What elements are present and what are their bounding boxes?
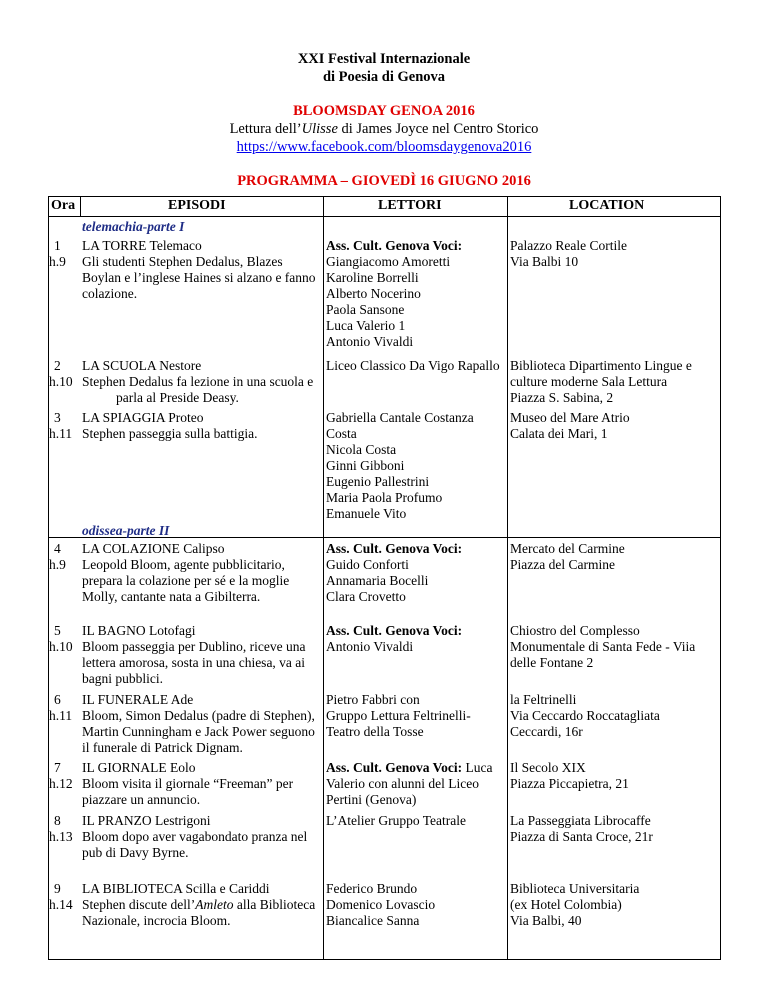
episode-desc: Stephen Dedalus fa lezione in una scuola e [82,374,314,389]
reading-prefix: Lettura dell’ [229,121,302,137]
programme-title: PROGRAMMA – GIOVEDÌ 16 GIUGNO 2016 [237,173,531,189]
location: Chiostro del Complesso [510,623,640,638]
reader: Gabriella Cantale Costanza [326,410,474,425]
location: Piazza del Carmine [510,557,615,572]
episode-title: LA COLAZIONE Calipso [82,541,225,556]
location: Ceccardi, 16r [510,724,583,739]
location: Piazza S. Sabina, 2 [510,390,614,405]
location: La Passeggiata Librocaffe [510,813,651,828]
reader: Maria Paola Profumo [326,490,443,505]
readers-line [326,760,493,776]
episode-desc: piazzare un annuncio. [82,792,201,807]
row-number: 1 [54,238,61,253]
part-odissea: odissea-parte II [82,523,170,538]
reader: Federico Brundo [326,881,418,896]
row-hour: h.11 [49,426,73,441]
location: Il Secolo XIX [510,760,586,775]
location: la Feltrinelli [510,692,577,707]
reader: Emanuele Vito [326,506,407,521]
episode-title: LA SPIAGGIA Proteo [82,410,204,425]
episode-desc: colazione. [82,286,138,301]
location: delle Fontane 2 [510,655,594,670]
episode-desc-pre: Stephen discute dell’ [82,897,196,912]
part-telemachia: telemachia-parte I [82,219,185,234]
row-number: 5 [54,623,61,638]
reader: L’Atelier Gruppo Teatrale [326,813,467,828]
readers-group: Ass. Cult. Genova Voci: [326,541,463,556]
readers-group: Ass. Cult. Genova Voci: [326,238,463,253]
episode-title: IL GIORNALE Eolo [82,760,196,775]
header-location: LOCATION [569,198,645,213]
row-hour: h.10 [49,374,73,389]
location: Monumentale di Santa Fede - Viia [510,639,696,654]
row-number: 9 [54,881,61,896]
reading-title: Ulisse [301,121,338,137]
episode-desc: Molly, cantante nata a Gibilterra. [82,589,261,604]
location: Palazzo Reale Cortile [510,238,627,253]
festival-title: XXI Festival Internazionale [297,51,471,67]
row-hour: h.12 [49,776,73,791]
reader: Valerio con alunni del Liceo [326,776,479,791]
reading-suffix: di James Joyce nel Centro Storico [337,121,539,137]
readers-group: Ass. Cult. Genova Voci: [326,760,463,775]
episode-desc: lettera amorosa, sosta in una chiesa, va ai [82,655,306,670]
event-title: BLOOMSDAY GENOA 2016 [293,103,475,119]
reader: Costa [326,426,357,441]
episode-title: IL PRANZO Lestrigoni [82,813,211,828]
episode-title: IL FUNERALE Ade [82,692,194,707]
reader: Guido Conforti [326,557,409,572]
row-number: 3 [54,410,61,425]
episode-desc-post: alla Biblioteca [233,897,316,912]
header-ora: Ora [51,198,76,213]
location: Biblioteca Dipartimento Lingue e [510,358,692,373]
festival-subtitle: di Poesia di Genova [322,69,446,85]
episode-desc: prepara la colazione per sé e la moglie [82,573,290,588]
reader: Clara Crovetto [326,589,406,604]
episode-title: LA SCUOLA Nestore [82,358,202,373]
row-hour: h.13 [49,829,73,844]
episode-desc: Bloom visita il giornale “Freeman” per [82,776,294,791]
episode-desc: Gli studenti Stephen Dedalus, Blazes [82,254,283,269]
reader: Biancalice Sanna [326,913,420,928]
readers-group: Ass. Cult. Genova Voci: [326,623,463,638]
reader: Antonio Vivaldi [326,334,414,349]
row-hour: h.11 [49,708,73,723]
reader: Luca Valerio 1 [326,318,406,333]
episode-desc-italic: Amleto [195,897,234,912]
facebook-link[interactable]: https://www.facebook.com/bloomsdaygenova2016 [236,139,532,155]
reader: Annamaria Bocelli [326,573,429,588]
episode-title: LA TORRE Telemaco [82,238,202,253]
row-number: 2 [54,358,61,373]
reader: Eugenio Pallestrini [326,474,430,489]
reader: Teatro della Tosse [326,724,424,739]
reading-line [0,120,768,138]
episode-desc: Bloom dopo aver vagabondato pranza nel [82,829,308,844]
episode-title: LA BIBLIOTECA Scilla e Cariddi [82,881,270,896]
location: Museo del Mare Atrio [510,410,630,425]
location: culture moderne Sala Lettura [510,374,668,389]
episode-desc: parla al Preside Deasy. [116,390,239,405]
location: Mercato del Carmine [510,541,625,556]
row-number: 6 [54,692,61,707]
episode-desc: Bloom, Simon Dedalus (padre di Stephen), [82,708,315,723]
episode-desc: Stephen passeggia sulla battigia. [82,426,258,441]
reader: Antonio Vivaldi [326,639,414,654]
location: Piazza di Santa Croce, 21r [510,829,653,844]
row-hour: h.10 [49,639,73,654]
episode-desc: pub di Davy Byrne. [82,845,189,860]
reader: Giangiacomo Amoretti [326,254,451,269]
location: Biblioteca Universitaria [510,881,640,896]
location: Calata dei Mari, 1 [510,426,608,441]
reader: Domenico Lovascio [326,897,436,912]
row-hour: h.9 [49,254,66,269]
episode-desc: Leopold Bloom, agente pubblicitario, [82,557,285,572]
reader: Pietro Fabbri con [326,692,420,707]
header-lettori: LETTORI [378,198,442,213]
reader: Pertini (Genova) [326,792,417,807]
row-hour: h.14 [49,897,73,912]
location: (ex Hotel Colombia) [510,897,622,912]
row-number: 7 [54,760,61,775]
reader: Paola Sansone [326,302,405,317]
episode-desc: Bloom passeggia per Dublino, riceve una [82,639,306,654]
reader: Ginni Gibboni [326,458,405,473]
reader: Nicola Costa [326,442,397,457]
location: Via Balbi, 40 [510,913,582,928]
facebook-link-line [0,138,768,156]
row-hour: h.9 [49,557,66,572]
reader: Karoline Borrelli [326,270,419,285]
episode-desc: Martin Cunningham e Jack Power seguono [82,724,315,739]
header-episodi: EPISODI [168,198,226,213]
location: Piazza Piccapietra, 21 [510,776,629,791]
location: Via Ceccardo Roccatagliata [510,708,660,723]
episode-desc: bagni pubblici. [82,671,163,686]
reader: Liceo Classico Da Vigo Rapallo [326,358,500,373]
episode-title: IL BAGNO Lotofagi [82,623,196,638]
reader: Luca [462,760,493,775]
row-number: 4 [54,541,61,556]
episode-desc: Nazionale, incrocia Bloom. [82,913,231,928]
reader: Gruppo Lettura Feltrinelli- [326,708,471,723]
episode-desc [82,897,315,913]
episode-desc: il funerale di Patrick Dignam. [82,740,243,755]
location: Via Balbi 10 [510,254,579,269]
episode-desc: Boylan e l’inglese Haines si alzano e fanno [82,270,316,285]
reader: Alberto Nocerino [326,286,421,301]
row-number: 8 [54,813,61,828]
